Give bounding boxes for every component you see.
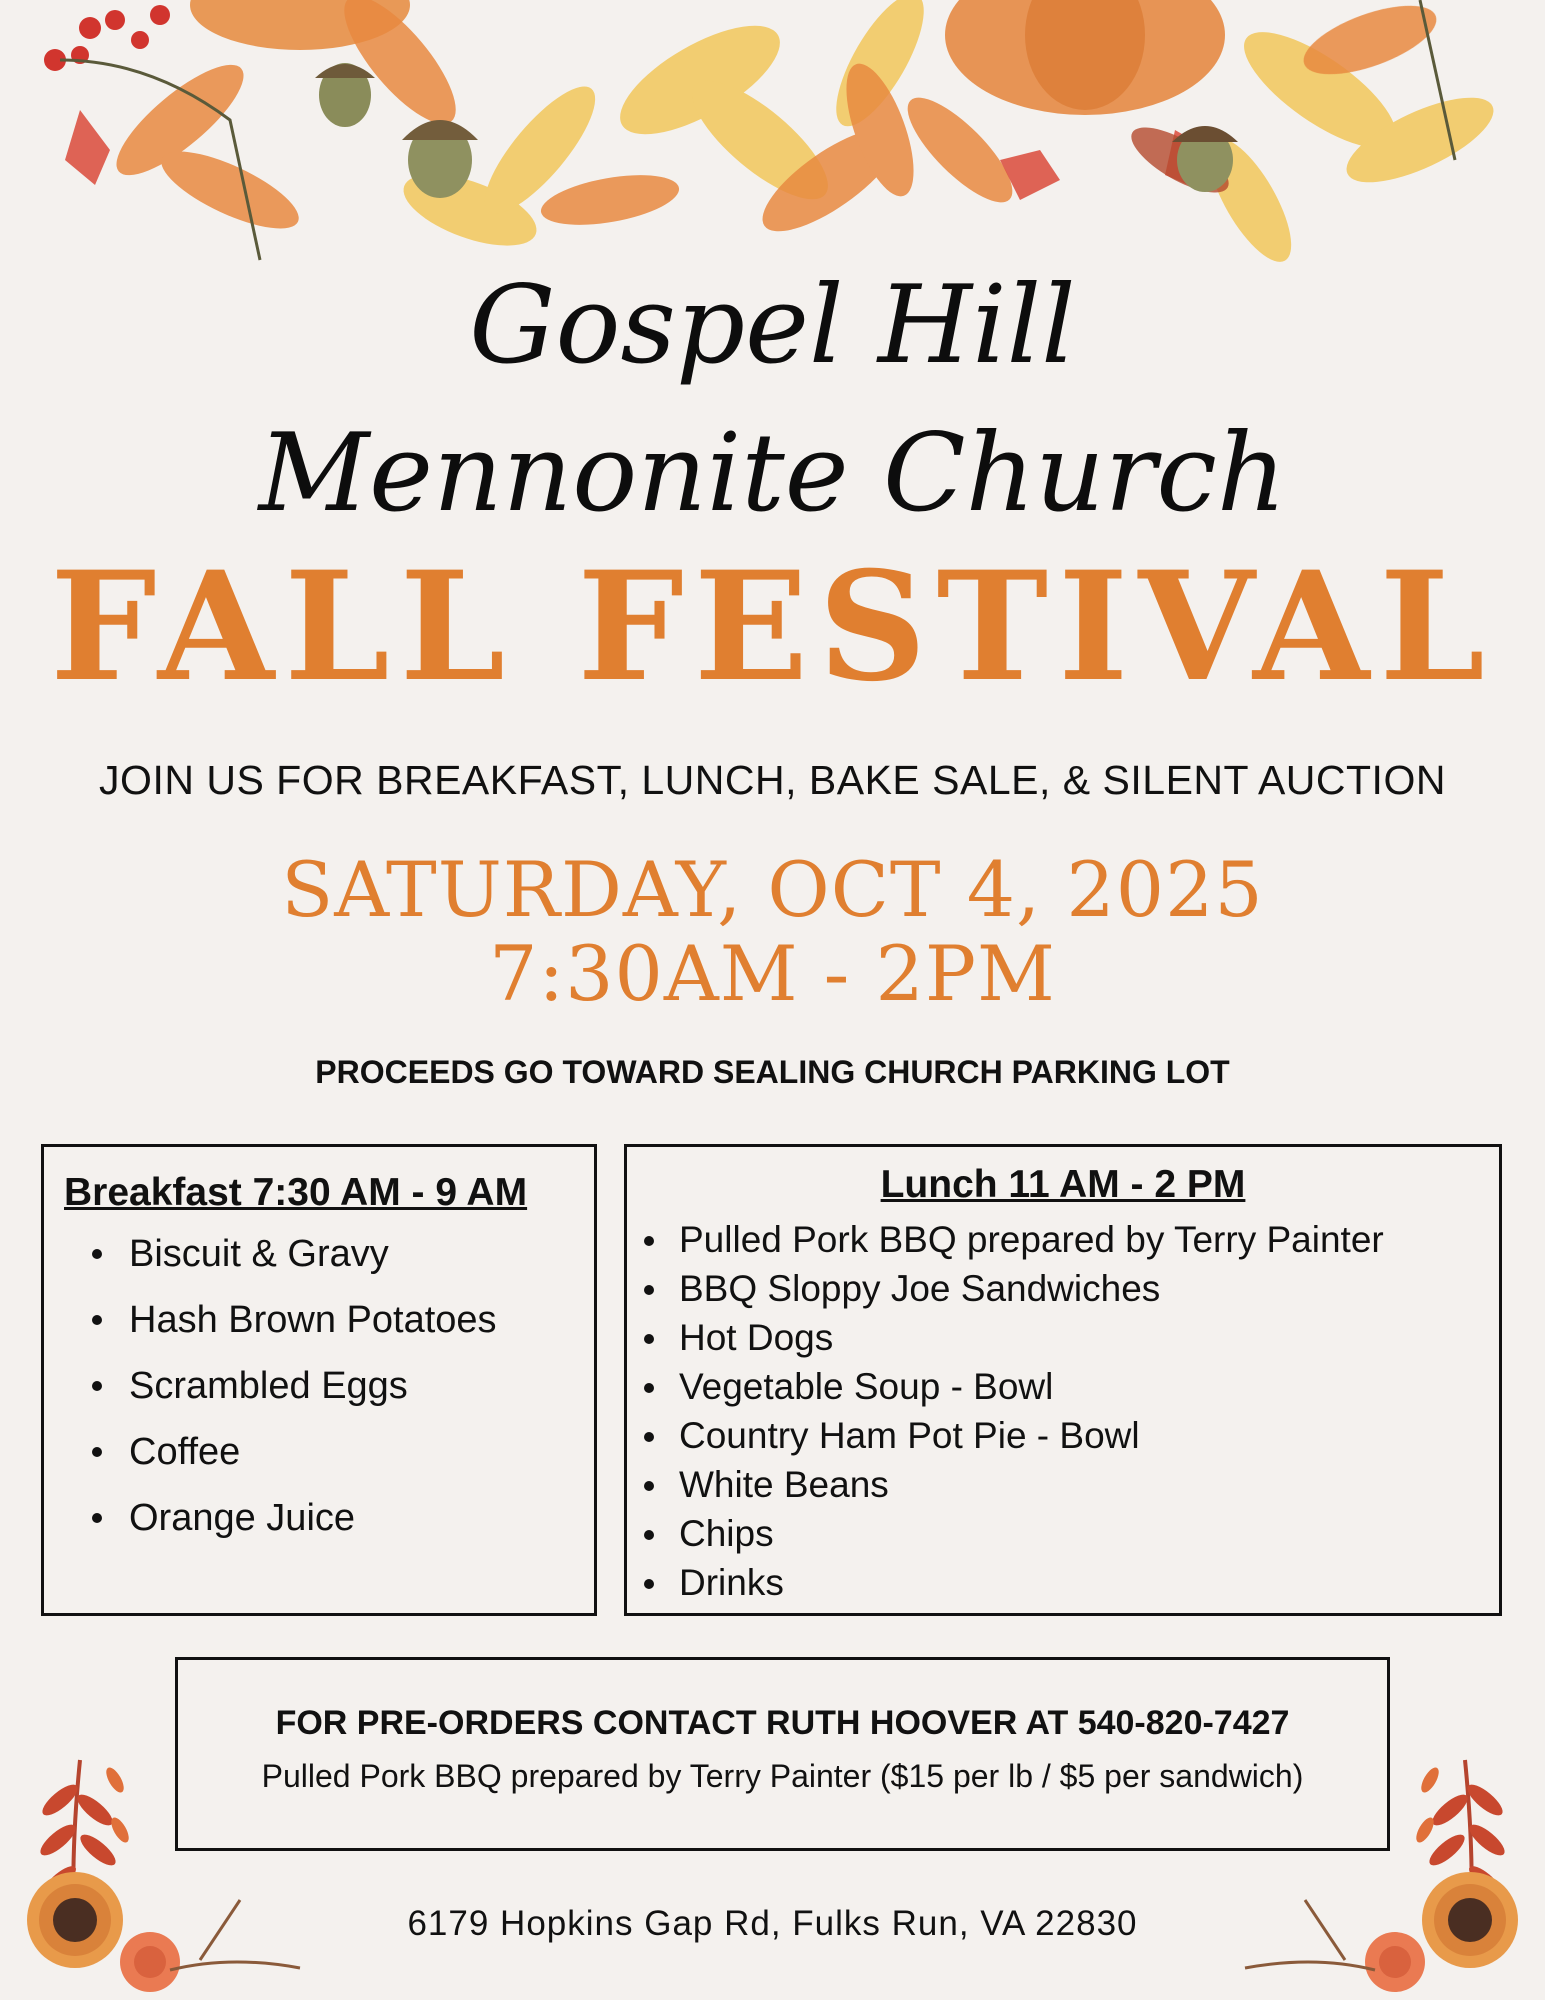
list-item: Chips xyxy=(627,1509,1384,1558)
list-item: BBQ Sloppy Joe Sandwiches xyxy=(627,1264,1384,1313)
floral-corner-right xyxy=(1225,1740,1545,2000)
breakfast-menu-box xyxy=(41,1144,597,1616)
lunch-list xyxy=(627,1215,1384,1607)
acorn-icon xyxy=(315,63,375,127)
church-name-line1: Gospel Hill xyxy=(469,263,1076,388)
list-item: Biscuit & Gravy xyxy=(44,1221,497,1287)
invite-text: JOIN US FOR BREAKFAST, LUNCH, BAKE SALE, & SILENT AUCTION xyxy=(99,757,1446,803)
rose-icon xyxy=(120,1932,180,1992)
preorder-detail: Pulled Pork BBQ prepared by Terry Painter ($15 per lb / $5 per sandwich) xyxy=(261,1758,1304,1794)
list-item: Coffee xyxy=(44,1419,497,1485)
list-item: Pulled Pork BBQ prepared by Terry Painter xyxy=(627,1215,1384,1264)
event-address: 6179 Hopkins Gap Rd, Fulks Run, VA 22830 xyxy=(407,1904,1138,1943)
event-time: 7:30AM - 2PM xyxy=(489,929,1056,1018)
event-date: SATURDAY, OCT 4, 2025 xyxy=(281,845,1264,934)
breakfast-list xyxy=(44,1221,497,1551)
proceeds-note: PROCEEDS GO TOWARD SEALING CHURCH PARKING LOT xyxy=(315,1054,1230,1090)
list-item: Vegetable Soup - Bowl xyxy=(627,1362,1384,1411)
event-title: FALL FESTIVAL xyxy=(50,539,1495,715)
preorder-box xyxy=(175,1657,1390,1851)
list-item: White Beans xyxy=(627,1460,1384,1509)
preorder-heading: FOR PRE-ORDERS CONTACT RUTH HOOVER AT 540-820-7427 xyxy=(275,1704,1290,1742)
breakfast-heading: Breakfast 7:30 AM - 9 AM xyxy=(64,1171,528,1214)
list-item: Country Ham Pot Pie - Bowl xyxy=(627,1411,1384,1460)
list-item: Orange Juice xyxy=(44,1485,497,1551)
autumn-leaves-illustration xyxy=(0,0,1545,300)
church-name-line2: Mennonite Church xyxy=(258,411,1287,536)
list-item: Hash Brown Potatoes xyxy=(44,1287,497,1353)
list-item: Scrambled Eggs xyxy=(44,1353,497,1419)
lunch-menu-box xyxy=(624,1144,1502,1616)
floral-corner-left xyxy=(0,1740,320,2000)
list-item: Drinks xyxy=(627,1558,1384,1607)
list-item: Hot Dogs xyxy=(627,1313,1384,1362)
rose-icon xyxy=(1365,1932,1425,1992)
lunch-heading: Lunch 11 AM - 2 PM xyxy=(880,1163,1246,1206)
